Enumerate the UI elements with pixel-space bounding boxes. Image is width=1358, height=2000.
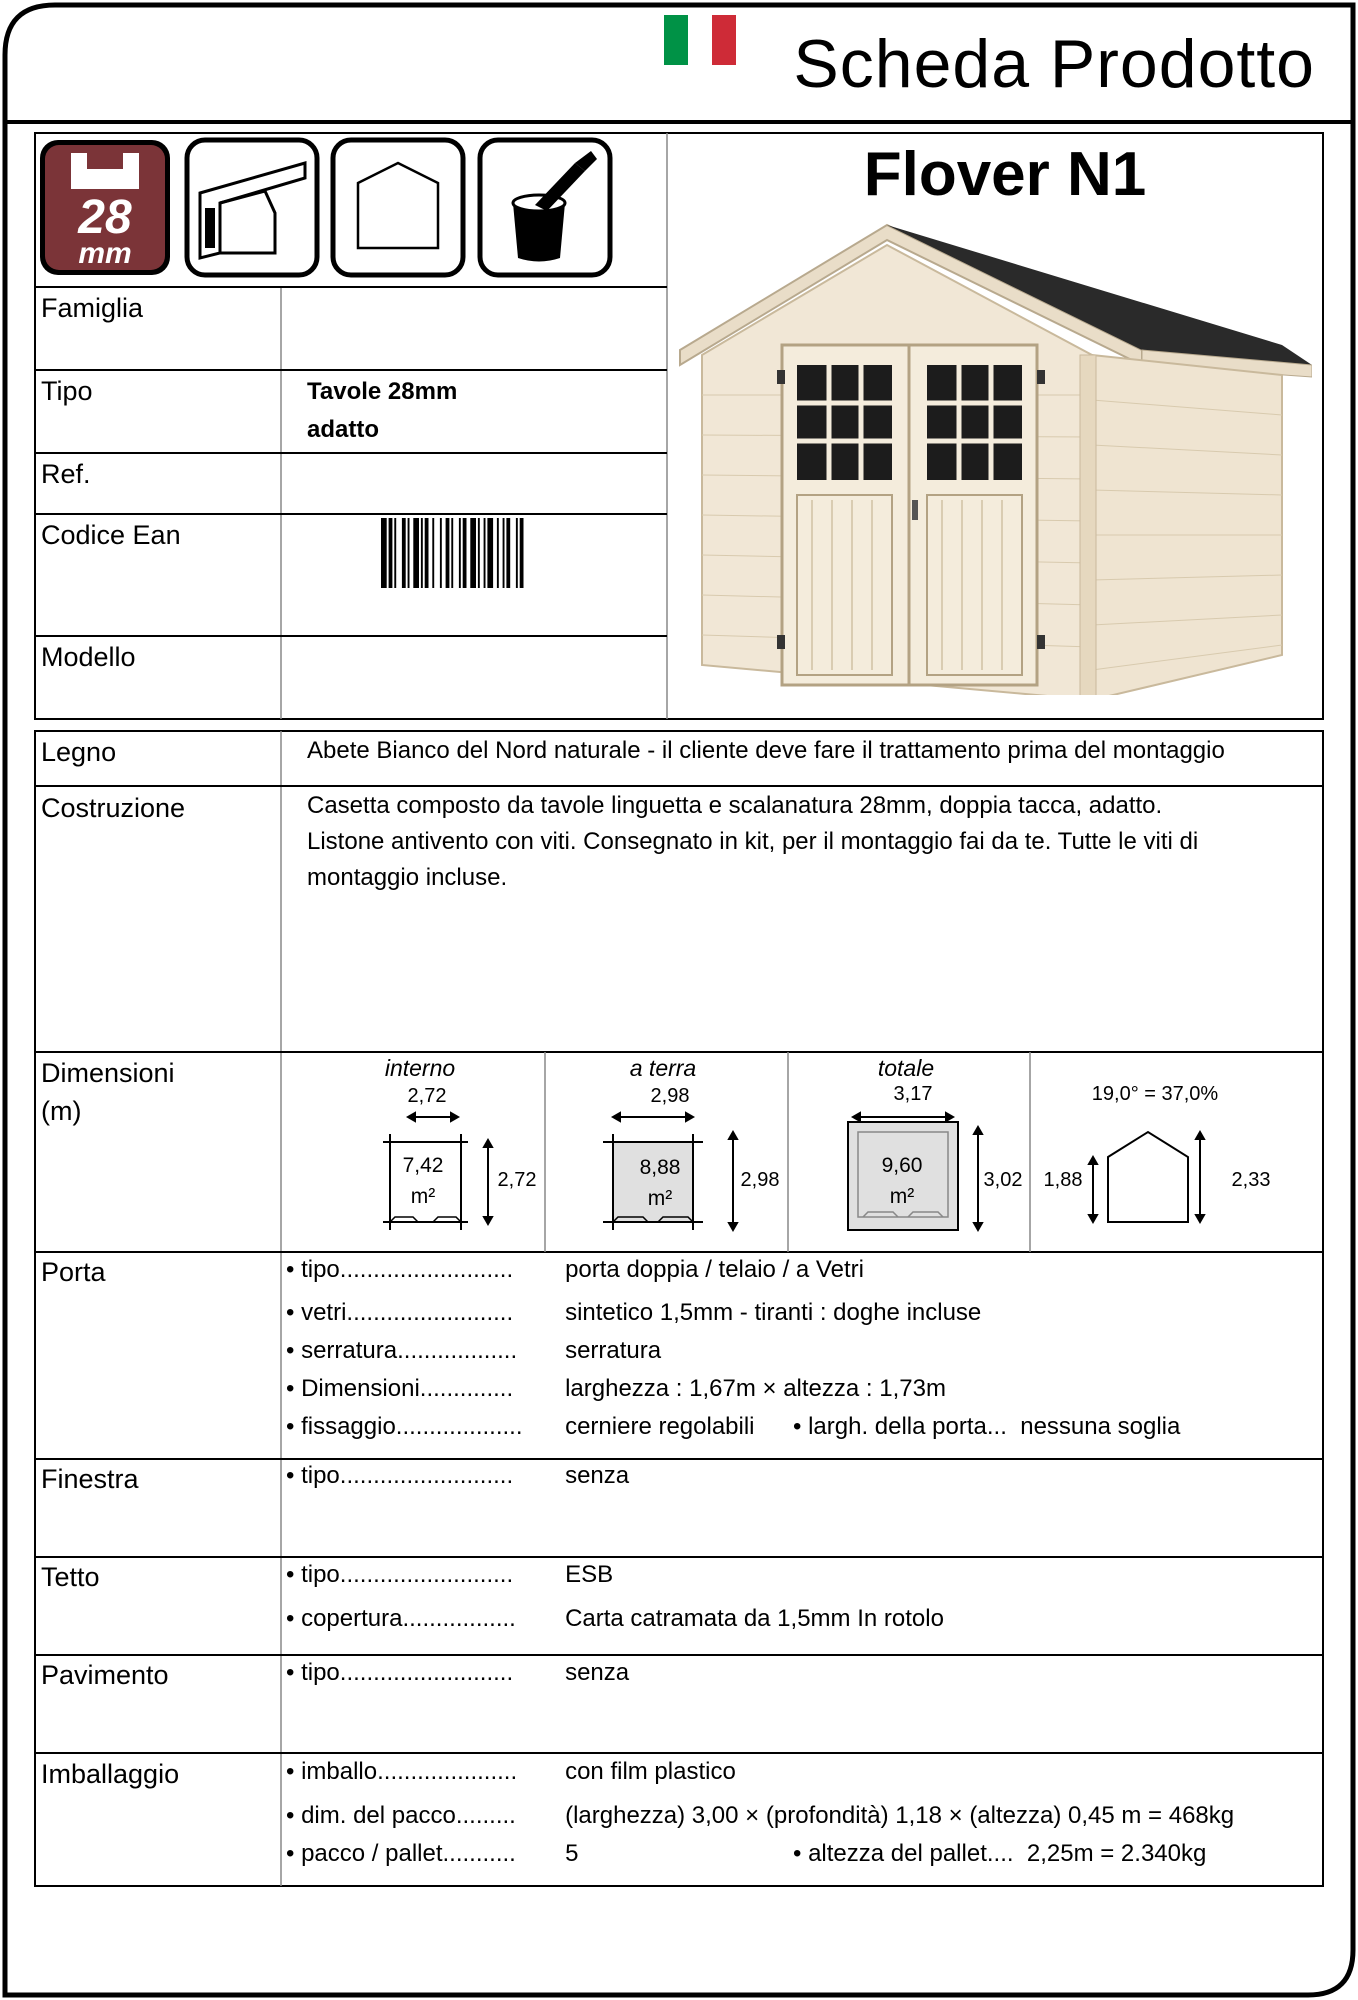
imballaggio-row-dim-pacco: • dim. del pacco......... (larghezza) 3,00 × (profondità) 1,18 × (altezza) 0,45 m = 468kg [286, 1802, 1235, 1829]
dimensioni-unit-label: (m) [41, 1096, 82, 1126]
a-terra-area: 8,88 [639, 1156, 681, 1179]
interno-area: 7,42 [402, 1154, 444, 1177]
barcode-bar [394, 518, 396, 588]
barcode-bar [516, 518, 518, 588]
barcode-bar [425, 518, 429, 588]
legno-label: Legno [41, 737, 117, 767]
interno-title: interno [384, 1055, 456, 1081]
a-terra-width: 2,98 [650, 1085, 690, 1107]
codice-ean-label: Codice Ean [41, 520, 181, 550]
totale-area: 9,60 [881, 1154, 923, 1177]
double-groove-plank-icon [187, 140, 317, 275]
costruzione-line2: Listone antivento con viti. Consegnato in kit, per il montaggio fai da te. Tutte le viti di [307, 828, 1199, 855]
barcode-image [381, 518, 591, 588]
porta-row-tipo: • tipo.......................... porta doppia / telaio / a Vetri [286, 1256, 864, 1283]
interno-depth: 2,72 [497, 1169, 537, 1191]
porta-row-fissaggio: • fissaggio................... cerniere regolabili [286, 1413, 755, 1440]
costruzione-label: Costruzione [41, 793, 186, 823]
porta-label: Porta [41, 1257, 106, 1287]
page-title: Scheda Prodotto [793, 26, 1315, 102]
roof-slope: 19,0° = 37,0% [1091, 1083, 1219, 1105]
thickness-28mm-icon [40, 140, 170, 275]
imballaggio-row-altezza-pallet: • altezza del pallet.... 2,25m = 2.340kg [793, 1840, 1207, 1867]
shed-illustration [672, 215, 1312, 695]
a-terra-title: a terra [629, 1055, 697, 1081]
barcode-bar [389, 518, 393, 588]
totale-width: 3,17 [893, 1083, 933, 1105]
roof-profile-diagram [1089, 1132, 1204, 1222]
costruzione-line1: Casetta composto da tavole linguetta e scalanatura 28mm, doppia tacca, adatto. [307, 792, 1163, 819]
feature-icons [35, 133, 675, 283]
product-name: Flover N1 [863, 140, 1147, 209]
barcode-bar [402, 518, 406, 588]
barcode-bar [381, 518, 387, 588]
finestra-row-tipo: • tipo.......................... senza [286, 1462, 630, 1489]
house-outline-icon [333, 140, 463, 275]
legno-value: Abete Bianco del Nord naturale - il cliente deve fare il trattamento prima del montaggio [307, 737, 1225, 764]
barcode-bar [497, 518, 499, 588]
finestra-label: Finestra [41, 1464, 139, 1494]
barcode-bar [478, 518, 480, 588]
barcode-bar [432, 518, 434, 588]
a-terra-area-unit: m² [647, 1187, 673, 1210]
barcode-bar [440, 518, 442, 588]
barcode-bar [503, 518, 505, 588]
porta-row-vetri: • vetri......................... sintetico 1,5mm - tiranti : doghe incluse [286, 1299, 982, 1326]
tetto-row-tipo: • tipo.......................... ESB [286, 1561, 614, 1588]
costruzione-line3: montaggio incluse. [307, 864, 508, 891]
porta-row-larghezza-porta: • largh. della porta... nessuna soglia [793, 1413, 1181, 1440]
tipo-value-line2: adatto [307, 416, 379, 443]
svg-text:28: 28 [78, 191, 132, 244]
imballaggio-label: Imballaggio [41, 1759, 180, 1789]
svg-text:mm: mm [78, 237, 132, 270]
ref-label: Ref. [41, 459, 91, 489]
tetto-label: Tetto [41, 1562, 100, 1592]
barcode-bar [520, 518, 524, 588]
totale-title: totale [877, 1055, 935, 1081]
imballaggio-row-imballo: • imballo..................... con film plastico [286, 1758, 736, 1785]
barcode-bar [459, 518, 461, 588]
barcode-bar [446, 518, 450, 588]
barcode-bar [463, 518, 467, 588]
tipo-label: Tipo [41, 376, 93, 406]
roof-ridge-height: 2,33 [1231, 1169, 1271, 1191]
pavimento-label: Pavimento [41, 1660, 169, 1690]
modello-label: Modello [41, 642, 136, 672]
imballaggio-row-pacco-pallet: • pacco / pallet........... 5 [286, 1840, 579, 1867]
barcode-bar [408, 518, 410, 588]
interno-width: 2,72 [407, 1085, 447, 1107]
totale-area-unit: m² [889, 1185, 915, 1208]
tipo-value-line1: Tavole 28mm [307, 378, 458, 405]
barcode-bar [451, 518, 453, 588]
porta-row-dimensioni: • Dimensioni.............. larghezza : 1,67m × altezza : 1,73m [286, 1375, 946, 1402]
interno-area-unit: m² [410, 1185, 436, 1208]
barcode-bar [484, 518, 486, 588]
barcode-bar [421, 518, 423, 588]
famiglia-label: Famiglia [41, 293, 144, 323]
paint-bucket-brush-icon [480, 140, 610, 275]
pavimento-row-tipo: • tipo.......................... senza [286, 1659, 630, 1686]
totale-depth: 3,02 [983, 1169, 1023, 1191]
roof-wall-height: 1,88 [1043, 1169, 1083, 1191]
porta-row-serratura: • serratura.................. serratura [286, 1337, 662, 1364]
tetto-row-copertura: • copertura................. Carta catramata da 1,5mm In rotolo [286, 1605, 944, 1632]
barcode-bar [487, 518, 493, 588]
barcode-bar [413, 518, 419, 588]
a-terra-depth: 2,98 [740, 1169, 780, 1191]
barcode-bar [470, 518, 476, 588]
dimensioni-label: Dimensioni [41, 1058, 175, 1088]
barcode-bar [506, 518, 510, 588]
